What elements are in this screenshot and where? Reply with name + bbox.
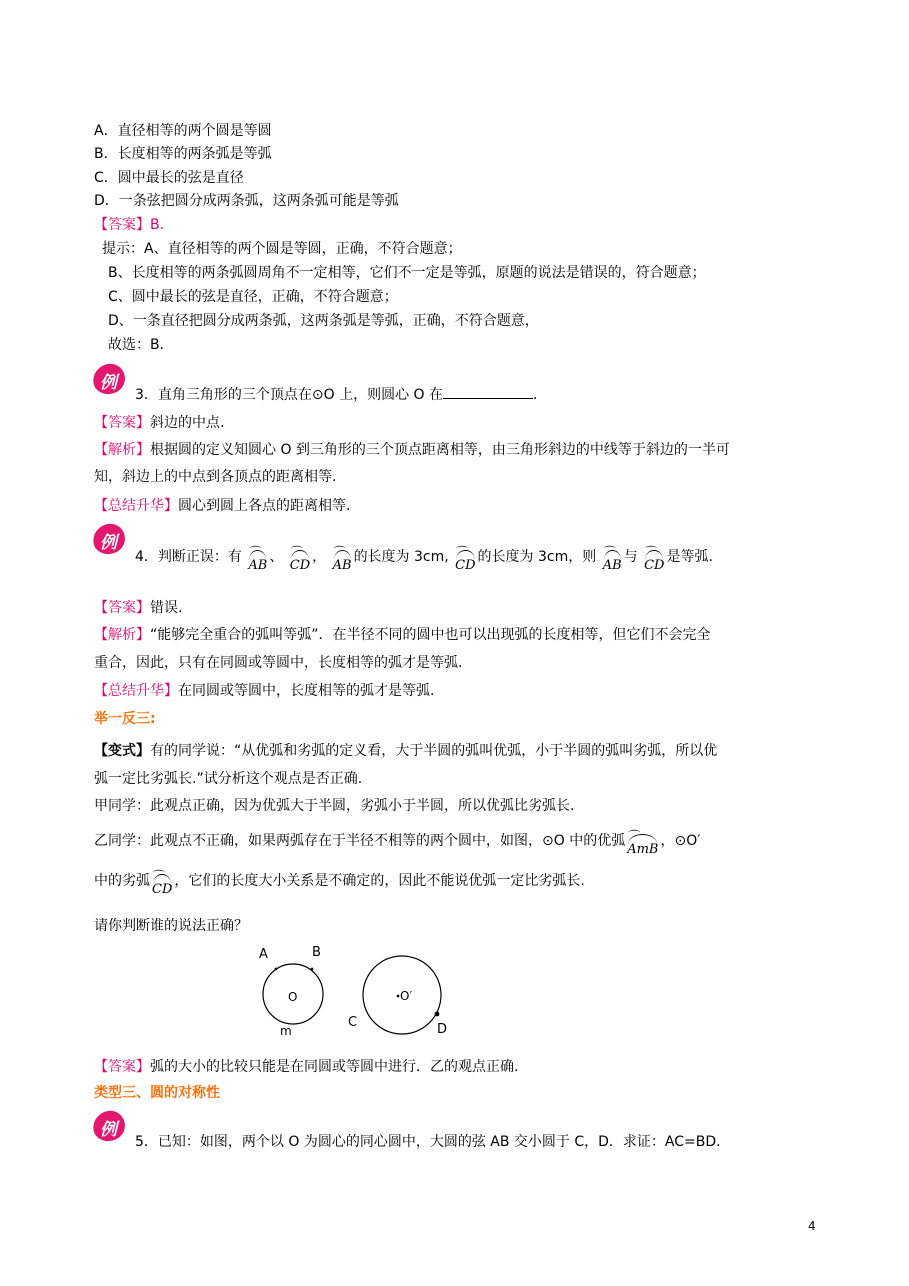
variant-line-1 [94, 742, 717, 760]
two-circles-figure [250, 940, 460, 1040]
arc-glyph: ⌒ [628, 829, 641, 843]
q2-answer-line [94, 216, 164, 234]
answer-label: 【答案】 [94, 415, 150, 431]
q3-summary-line [94, 497, 350, 515]
q2-answer: B. [150, 217, 165, 233]
q4-text-mid: 的长度为 3cm，则 [477, 549, 597, 565]
q3-question-end: . [533, 387, 538, 403]
arc-ab-1 [248, 545, 268, 574]
option-d: D．一条弦把圆分成两条弧，这两条弧可能是等弧 [94, 193, 399, 209]
answer-label: 【答案】 [94, 217, 150, 233]
arc-amb [627, 829, 659, 858]
arc-cd-2 [455, 545, 476, 574]
option-b: B．长度相等的两条弧是等弧 [94, 146, 272, 162]
variant-yi2-pre: 中的劣弧 [94, 873, 150, 889]
arc-cd-3 [644, 545, 665, 574]
variant-label: 【变式】 [94, 743, 150, 759]
point-a-dot [275, 968, 278, 971]
q4-question [135, 545, 713, 573]
section-juyi: 举一反三: [94, 711, 156, 727]
q3-answer: 斜边的中点. [150, 415, 225, 431]
q3-analysis-line [94, 441, 730, 459]
q4-text-mid: 与 [623, 549, 638, 565]
circle-o-prime: ⊙O′ [674, 833, 701, 849]
center-o-prime-dot [397, 995, 400, 998]
arc-glyph: ⌒ [645, 545, 658, 559]
label-a: A [259, 947, 268, 962]
arc-label: CD [289, 558, 311, 573]
label-c: C [348, 1015, 358, 1030]
label-o-prime: O′ [400, 989, 413, 1003]
q4-text-pre: 4．判断正误：有 [135, 549, 242, 565]
example-badge-5 [93, 1111, 127, 1143]
q4-text-mid: 的长度为 3cm, [353, 549, 449, 565]
arc-label: CD [152, 882, 173, 897]
q5-question: 5．已知：如图，两个以 O 为圆心的同心圆中，大圆的弦 AB 交小圆于 C，D．求证：AC=BD. [135, 1134, 721, 1150]
arc-glyph: ⌒ [456, 545, 469, 559]
arc-glyph: ⌒ [603, 545, 616, 559]
q4-summary-line [94, 682, 434, 700]
variant-yi-2 [94, 869, 585, 897]
q2-hint-2: B、长度相等的两条弧圆周角不一定相等，它们不一定是等弧，原题的说法是错误的，符合题意； [108, 265, 706, 281]
variant-comma: ， [660, 833, 675, 849]
arc-glyph: ⌒ [153, 869, 166, 883]
variant-yi-1 [94, 829, 701, 857]
q3-analysis-2: 知，斜边上的中点到各顶点的距离相等. [94, 469, 337, 485]
variant-answer-line [94, 1058, 518, 1076]
page-number: 4 [808, 1219, 816, 1233]
arc-ab-3 [602, 545, 622, 574]
arc-glyph: ⌒ [249, 545, 262, 559]
option-a: A．直径相等的两个圆是等圆 [94, 123, 272, 139]
q4-sep: ， [312, 549, 327, 565]
arc-cd-1 [289, 545, 311, 574]
label-o: O [288, 990, 298, 1004]
q4-text-end: 是等弧. [666, 549, 713, 565]
variant-yi-text: 乙同学：此观点不正确，如果两弧存在于半径不相等的两个圆中，如图，⊙O 中的优弧 [94, 833, 626, 849]
q4-analysis-1: “能够完全重合的弧叫等弧”．在半径不同的圆中也可以出现弧的长度相等，但它们不会完全 [150, 627, 711, 643]
q4-summary: 在同圆或等圆中，长度相等的弧才是等弧. [178, 683, 435, 699]
variant-text-2: 弧一定比劣弧长.”试分析这个观点是否正确. [94, 771, 363, 787]
section-type3: 类型三、圆的对称性 [94, 1085, 220, 1101]
q4-analysis-2: 重合，因此，只有在同圆或等圆中，长度相等的弧才是等弧. [94, 655, 463, 671]
arc-label: CD [455, 558, 476, 573]
analysis-label: 【解析】 [94, 627, 150, 643]
example-badge-text: 例 [100, 533, 117, 553]
variant-question: 请你判断谁的说法正确？ [94, 918, 248, 934]
q4-analysis-line [94, 626, 711, 644]
label-m: m [280, 1024, 292, 1038]
example-badge-text: 例 [100, 1120, 117, 1140]
example-badge-text: 例 [100, 373, 117, 393]
arc-label: AB [602, 558, 622, 573]
q4-sep: 、 [269, 549, 284, 565]
q3-analysis-1: 根据圆的定义知圆心 O 到三角形的三个顶点距离相等，由三角形斜边的中线等于斜边的一半可 [150, 442, 730, 458]
label-b: B [312, 945, 321, 960]
arc-glyph: ⌒ [290, 545, 303, 559]
q2-hint-1: 提示：A、直径相等的两个圆是等圆，正确，不符合题意； [102, 241, 462, 257]
q4-answer-line [94, 599, 182, 617]
answer-label: 【答案】 [94, 1059, 150, 1075]
summary-label: 【总结升华】 [94, 498, 178, 514]
q4-answer: 错误. [150, 600, 183, 616]
point-b-dot [311, 968, 314, 971]
example-badge-3 [93, 364, 127, 396]
variant-jia: 甲同学：此观点正确，因为优弧大于半圆，劣弧小于半圆，所以优弧比劣弧长. [94, 798, 575, 814]
arc-ab-2 [332, 545, 352, 574]
q3-summary: 圆心到圆上各点的距离相等. [178, 498, 351, 514]
variant-text-1: 有的同学说：“从优弧和劣弧的定义看，大于半圆的弧叫优弧，小于半圆的弧叫劣弧，所以优 [150, 743, 718, 759]
arc-label: CD [644, 558, 665, 573]
arc-cd-4 [152, 869, 173, 898]
q2-hint-4: D、一条直径把圆分成两条弧，这两条弧是等弧，正确，不符合题意， [108, 313, 539, 329]
example-badge-4 [93, 524, 127, 556]
arc-label: AB [332, 558, 352, 573]
q3-answer-line [94, 414, 224, 432]
label-d: D [437, 1022, 448, 1037]
answer-label: 【答案】 [94, 600, 150, 616]
analysis-label: 【解析】 [94, 442, 150, 458]
q3-question-text: 3．直角三角形的三个顶点在⊙O 上，则圆心 O 在 [135, 387, 444, 403]
variant-yi2-post: ，它们的长度大小关系是不确定的，因此不能说优弧一定比劣弧长. [174, 873, 585, 889]
q2-hint-3: C、圆中最长的弦是直径，正确，不符合题意； [108, 289, 398, 305]
q2-hint-5: 故选：B． [108, 337, 174, 353]
variant-answer: 弧的大小的比较只能是在同圆或等圆中进行．乙的观点正确. [150, 1059, 519, 1075]
arc-label: AmB [627, 842, 659, 857]
point-d-dot [435, 1012, 440, 1017]
arc-label: AB [248, 558, 268, 573]
q3-question [135, 386, 537, 404]
answer-blank [443, 386, 533, 399]
option-c: C．圆中最长的弦是直径 [94, 170, 244, 186]
summary-label: 【总结升华】 [94, 683, 178, 699]
arc-glyph: ⌒ [333, 545, 346, 559]
